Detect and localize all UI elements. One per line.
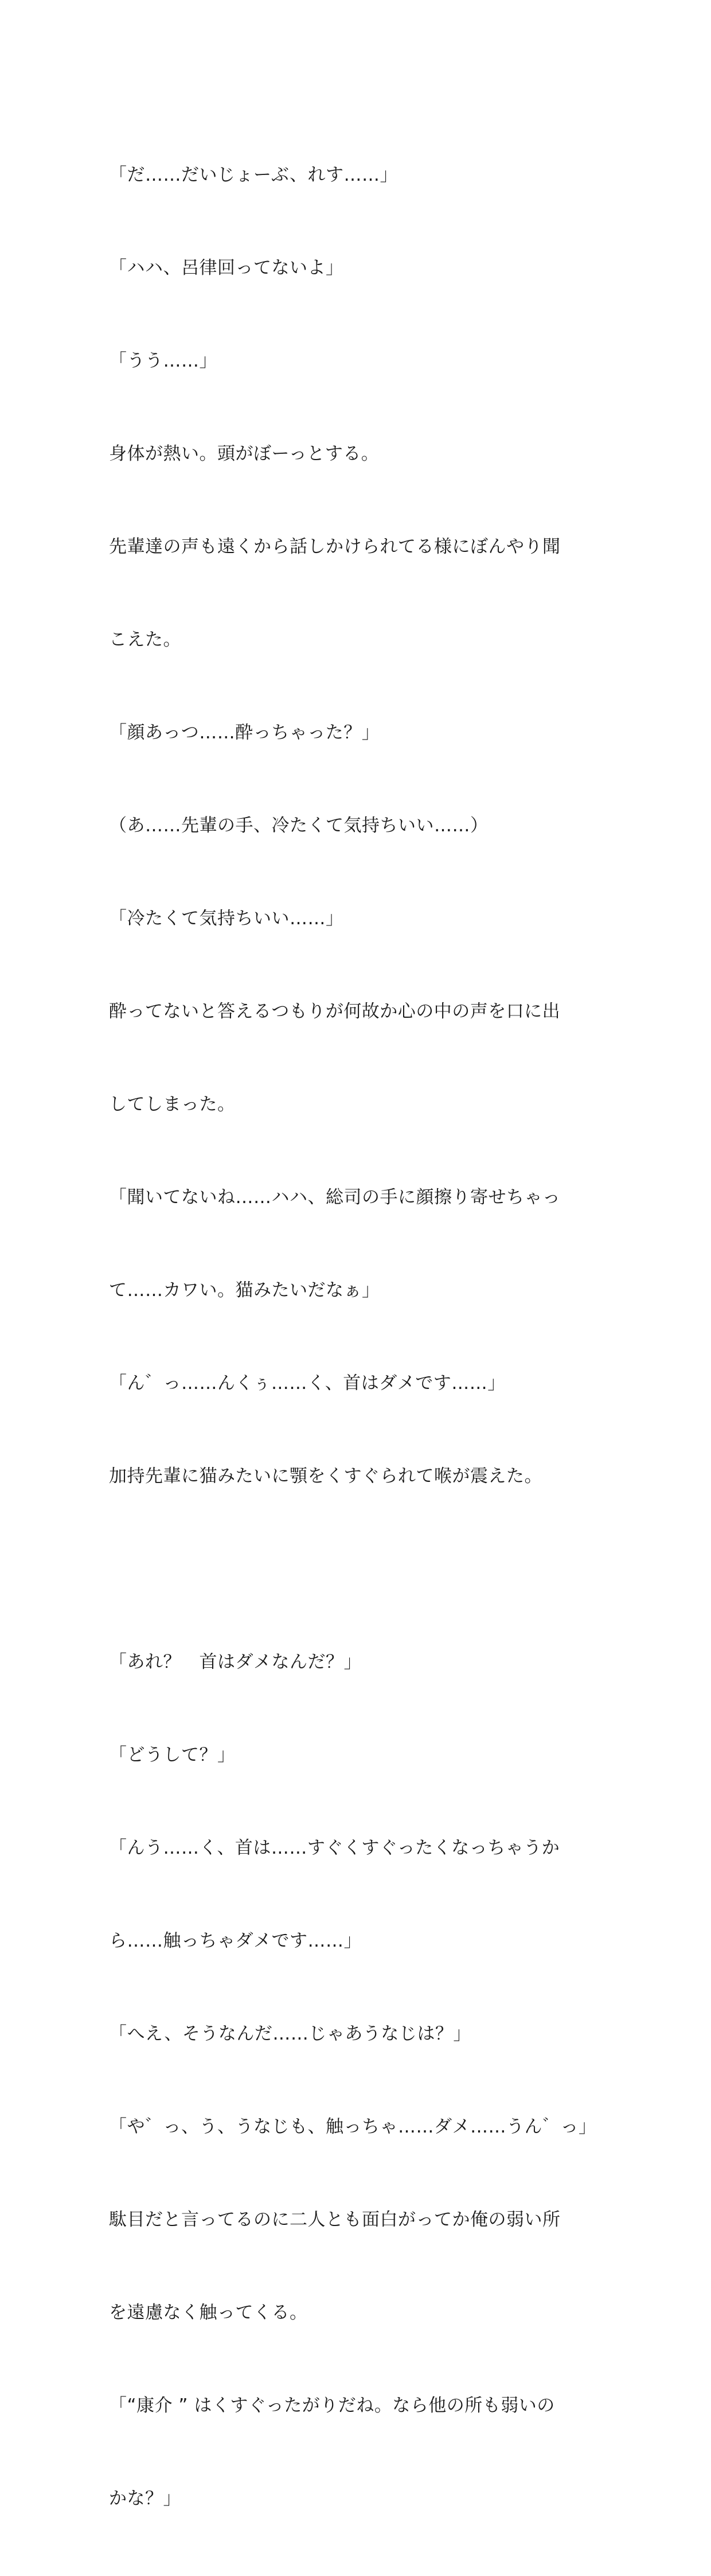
text-line: 酔ってないと答えるつもりが何故か心の中の声を口に出 [109, 1001, 561, 1022]
text-line: 「や゛っ、う、うなじも、触っちゃ……ダメ……うん゛っ」 [109, 2116, 597, 2137]
text-line: 身体が熱い。頭がぼーっとする。 [109, 443, 380, 464]
blank-line [109, 1554, 614, 1585]
text-line: こえた。 [109, 629, 181, 650]
text-line: 「ん゛っ……んくぅ……く、首はダメです……」 [109, 1373, 506, 1394]
text-line: 「聞いてないね……ハハ、総司の手に顔擦り寄せちゃっ [109, 1187, 561, 1208]
text-line: ら……触っちゃダメです……」 [109, 1931, 362, 1951]
text-line: 「だ……だいじょーぶ、れす……」 [109, 165, 398, 185]
text-line: 駄目だと言ってるのに二人とも面白がってか俺の弱い所 [109, 2209, 561, 2230]
text-line: （あ……先輩の手、冷たくて気持ちいい……） [109, 815, 489, 836]
text-line: 「へえ、そうなんだ……じゃあうなじは？」 [109, 2024, 471, 2044]
text-line: 「“康介 ” はくすぐったがりだね。なら他の所も弱いの [109, 2395, 555, 2416]
text-line: かな？」 [109, 2488, 181, 2509]
text-line: て……カワい。猫みたいだなぁ」 [109, 1280, 380, 1301]
text-line: 「んう……く、首は……すぐくすぐったくなっちゃうか [109, 1838, 560, 1858]
text-line: してしまった。 [109, 1094, 236, 1115]
text-line: 「うう……」 [109, 351, 217, 371]
text-line: 先輩達の声も遠くから話しかけられてる様にぼんやり聞 [109, 536, 561, 557]
body-text [109, 98, 614, 2576]
text-line: 「顔あっつ……酔っちゃった？」 [109, 722, 380, 743]
text-line: 「冷たくて気持ちいい……」 [109, 908, 344, 929]
text-line: 「ハハ、呂律回ってないよ」 [109, 258, 344, 278]
text-line: を遠慮なく触ってくる。 [109, 2302, 308, 2323]
text-line: 加持先輩に猫みたいに顎をくすぐられて喉が震えた。 [109, 1466, 542, 1487]
text-line: 「あれ？ 首はダメなんだ？」 [109, 1652, 362, 1672]
text-line: 「どうして？」 [109, 1745, 236, 1765]
